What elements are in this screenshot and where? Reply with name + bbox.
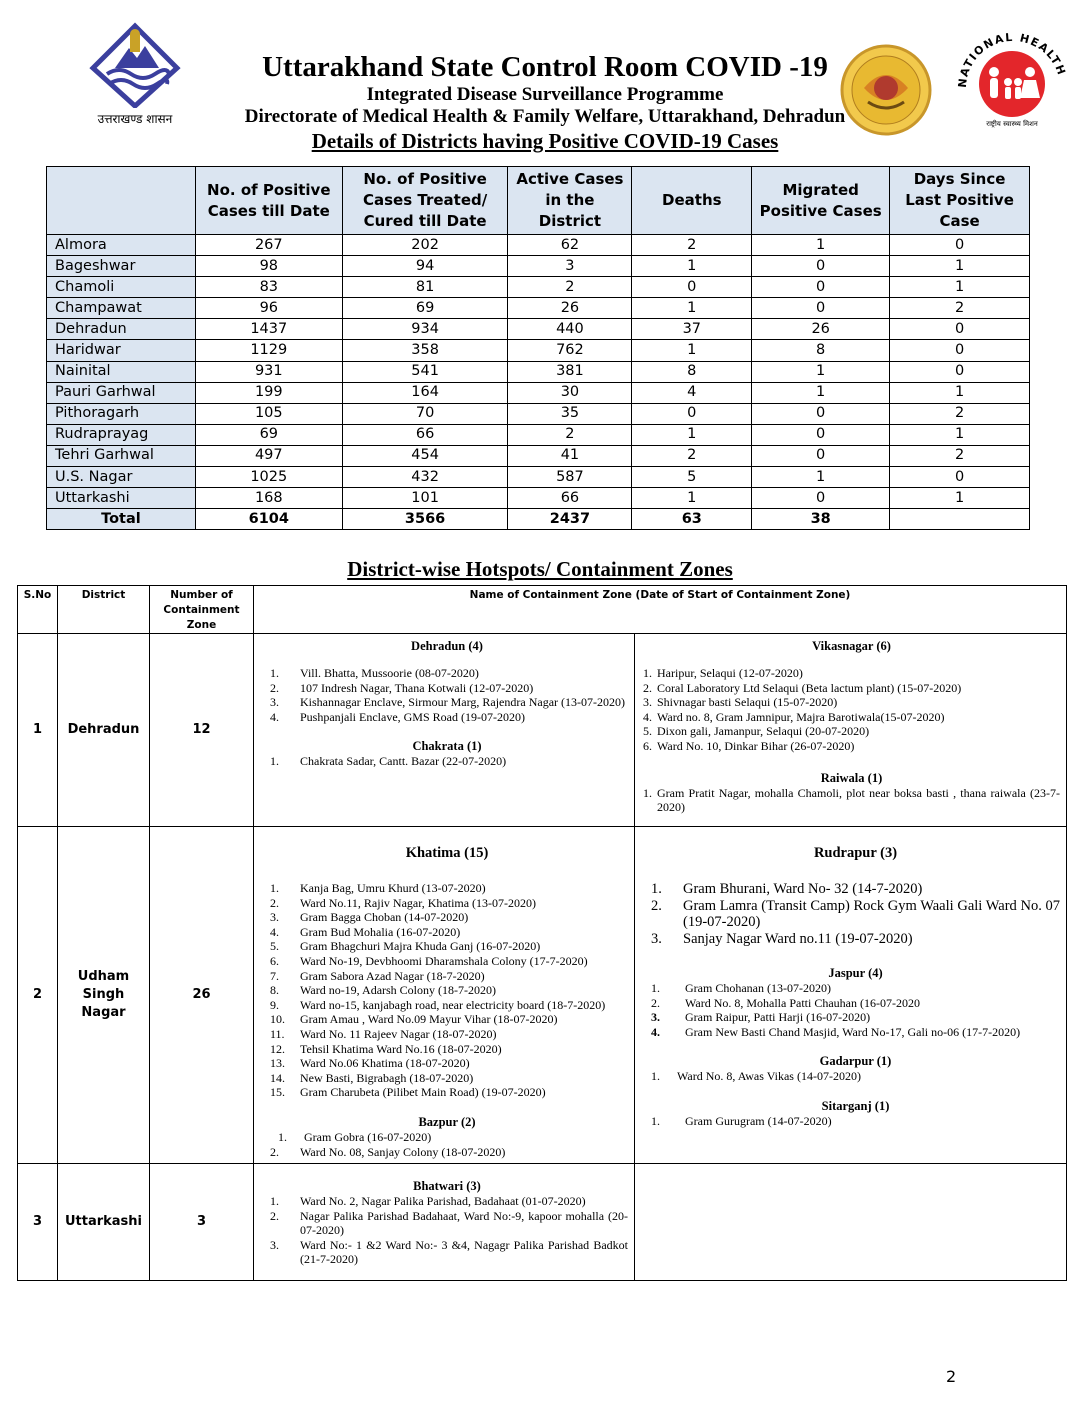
cured-cases-cell: 454	[342, 445, 508, 466]
deaths-cell: 5	[632, 467, 752, 488]
days-since-last-cell: 0	[890, 467, 1030, 488]
district-row	[47, 340, 1030, 361]
days-since-last-cell: 1	[890, 277, 1030, 298]
zone-item: 7. Gram Sabora Azad Nagar (18-7-2020)	[270, 968, 485, 983]
nhm-logo-text: NATIONAL HEALTH	[955, 30, 1069, 89]
zone-item: 1. Vill. Bhatta, Mussoorie (08-07-2020)	[270, 666, 479, 680]
district-row	[47, 361, 1030, 382]
days-since-last-cell: 1	[890, 488, 1030, 509]
zone-item: 1. Ward No. 2, Nagar Palika Parishad, Badahaat (01-07-2020)	[270, 1194, 586, 1209]
migrated-cases-cell: 0	[752, 256, 890, 277]
zone-item: 4. Gram New Basti Chand Masjid, Ward No-17, Gali no-06 (17-7-2020)	[651, 1024, 1021, 1039]
positive-cases-cell: 98	[195, 256, 342, 277]
zone-count: 12	[150, 634, 254, 827]
district-row	[47, 467, 1030, 488]
district-name-cell: U.S. Nagar	[47, 467, 196, 488]
zone-item: 1. Gram Chohanan (13-07-2020)	[651, 981, 831, 995]
zone-group-title: Dehradun (4)	[411, 639, 483, 653]
active-cases-cell: 762	[508, 340, 632, 361]
col-header-zone-district: District	[58, 586, 150, 634]
deaths-cell: 1	[632, 340, 752, 361]
district-cases-table	[46, 166, 1030, 530]
positive-cases-cell: 168	[195, 488, 342, 509]
deaths-cell: 2	[632, 445, 752, 466]
days-since-last-cell: 2	[890, 403, 1030, 424]
migrated-cases-cell: 0	[752, 424, 890, 445]
zone-item: 15. Gram Charubeta (Pilibet Main Road) (19-07-2020)	[270, 1085, 546, 1100]
active-cases-cell: 587	[508, 467, 632, 488]
zone-item: 5. Gram Bhagchuri Majra Khuda Ganj (16-07-2020)	[270, 939, 541, 954]
cured-cases-cell: 164	[342, 382, 508, 403]
total-cured-cases-cell: 3566	[342, 509, 508, 530]
days-since-last-cell: 0	[890, 340, 1030, 361]
zone-district: Dehradun	[58, 634, 150, 827]
days-since-last-cell: 2	[890, 445, 1030, 466]
cured-cases-cell: 202	[342, 235, 508, 256]
deaths-cell: 1	[632, 256, 752, 277]
active-cases-cell: 66	[508, 488, 632, 509]
zone-group-title: Gadarpur (1)	[819, 1054, 892, 1069]
active-cases-cell: 30	[508, 382, 632, 403]
col-header-zone-count: Number of Containment Zone	[150, 586, 254, 634]
active-cases-cell: 3	[508, 256, 632, 277]
zone-group-title: Bazpur (2)	[418, 1114, 476, 1129]
positive-cases-cell: 497	[195, 445, 342, 466]
deaths-cell: 2	[632, 235, 752, 256]
migrated-cases-cell: 0	[752, 445, 890, 466]
cured-cases-cell: 541	[342, 361, 508, 382]
deaths-cell: 4	[632, 382, 752, 403]
district-row	[47, 256, 1030, 277]
total-positive-cases-cell: 6104	[195, 509, 342, 530]
zones-section-title: District-wise Hotspots/ Containment Zones	[347, 557, 733, 581]
zone-item: 1. Kanja Bag, Umru Khurd (13-07-2020)	[270, 881, 486, 895]
total-days-since-last-cell	[890, 509, 1030, 530]
zone-cell-right	[635, 827, 1067, 1164]
district-name-cell: Pithoragarh	[47, 403, 196, 424]
deaths-cell: 8	[632, 361, 752, 382]
deaths-cell: 0	[632, 277, 752, 298]
cured-cases-cell: 81	[342, 277, 508, 298]
zone-item: 2. Ward No. 08, Sanjay Colony (18-07-2020)	[270, 1144, 506, 1159]
col-header-cured: No. of Positive Cases Treated/ Cured till Date	[342, 167, 508, 235]
district-row	[47, 298, 1030, 319]
page-number: 2	[946, 1367, 957, 1386]
zone-district: Uttarkashi	[58, 1164, 150, 1281]
zone-item: 4. Gram Bud Mohalia (16-07-2020)	[270, 924, 461, 939]
zone-sno: 2	[18, 827, 58, 1164]
cured-cases-cell: 934	[342, 319, 508, 340]
zone-item: 5. Dixon gali, Jamanpur, Selaqui (20-07-2020)	[643, 724, 870, 739]
cases-section-title: Details of Districts having Positive COVID-19 Cases	[311, 129, 779, 153]
positive-cases-cell: 199	[195, 382, 342, 403]
zone-item: 3. Sanjay Nagar Ward no.11 (19-07-2020)	[651, 930, 913, 947]
zone-item: 12. Tehsil Khatima Ward No.16 (18-07-2020)	[270, 1041, 502, 1056]
positive-cases-cell: 96	[195, 298, 342, 319]
zone-sno: 3	[18, 1164, 58, 1281]
zone-item: 1. Haripur, Selaqui (12-07-2020)	[643, 666, 803, 680]
zones-table-header	[18, 586, 1067, 634]
zone-count: 26	[150, 827, 254, 1164]
total-migrated-cases-cell: 38	[752, 509, 890, 530]
district-row	[47, 235, 1030, 256]
zone-item: 3. Shivnagar basti Selaqui (15-07-2020)	[643, 695, 838, 710]
zone-item: 1. Ward No. 8, Awas Vikas (14-07-2020)	[651, 1069, 861, 1084]
zone-group-title: Rudrapur (3)	[813, 845, 898, 861]
district-name-cell: Nainital	[47, 361, 196, 382]
zone-sno: 1	[18, 634, 58, 827]
days-since-last-cell: 1	[890, 256, 1030, 277]
district-name-cell: Haridwar	[47, 340, 196, 361]
zone-group-title: Vikasnagar (6)	[812, 639, 891, 653]
zone-row	[18, 634, 1067, 827]
deaths-cell: 1	[632, 298, 752, 319]
zone-cell-right-empty	[635, 1164, 1067, 1281]
district-name-cell: Almora	[47, 235, 196, 256]
positive-cases-cell: 931	[195, 361, 342, 382]
zone-item: 2. Coral Laboratory Ltd Selaqui (Beta lactum plant) (15-07-2020)	[643, 680, 962, 695]
positive-cases-cell: 1437	[195, 319, 342, 340]
zone-item: 2. Ward No. 8, Mohalla Patti Chauhan (16-07-2020	[651, 995, 920, 1010]
zone-group-title: Sitarganj (1)	[821, 1098, 890, 1113]
nhm-emblem-icon	[948, 18, 1073, 128]
positive-cases-cell: 105	[195, 403, 342, 424]
migrated-cases-cell: 8	[752, 340, 890, 361]
migrated-cases-cell: 0	[752, 277, 890, 298]
zone-item: 1. Gram Pratit Nagar, mohalla Chamoli, plot near boksa basti , thana raiwala (23-7-2020)	[643, 785, 1061, 815]
zone-item: 2. Ward No.11, Rajiv Nagar, Khatima (13-07-2020)	[270, 895, 537, 910]
days-since-last-cell: 0	[890, 361, 1030, 382]
total-active-cases-cell: 2437	[508, 509, 632, 530]
active-cases-cell: 2	[508, 277, 632, 298]
zone-item: 11. Ward No. 11 Rajeev Nagar (18-07-2020)	[270, 1026, 497, 1041]
migrated-cases-cell: 1	[752, 382, 890, 403]
deaths-cell: 1	[632, 424, 752, 445]
migrated-cases-cell: 1	[752, 235, 890, 256]
cured-cases-cell: 101	[342, 488, 508, 509]
district-name-cell: Bageshwar	[47, 256, 196, 277]
subtitle-directorate: Directorate of Medical Health & Family Welfare, Uttarakhand, Dehradun	[244, 106, 846, 127]
zone-item: 4. Pushpanjali Enclave, GMS Road (19-07-2020)	[270, 709, 525, 724]
zone-group-title: Khatima (15)	[405, 845, 489, 861]
cases-table-header	[47, 167, 1030, 235]
cured-cases-cell: 70	[342, 403, 508, 424]
district-row	[47, 488, 1030, 509]
zone-cell-left	[254, 1164, 635, 1281]
deaths-cell: 37	[632, 319, 752, 340]
nhm-logo	[948, 18, 1073, 128]
col-header-active: Active Cases in the District	[508, 167, 632, 235]
zone-cell-left	[254, 634, 635, 827]
district-name-cell: Dehradun	[47, 319, 196, 340]
district-row	[47, 403, 1030, 424]
active-cases-cell: 41	[508, 445, 632, 466]
zone-district: Udham Singh Nagar	[58, 827, 150, 1164]
district-name-cell: Chamoli	[47, 277, 196, 298]
migrated-cases-cell: 26	[752, 319, 890, 340]
days-since-last-cell: 1	[890, 424, 1030, 445]
positive-cases-cell: 267	[195, 235, 342, 256]
zone-group-title: Chakrata (1)	[412, 739, 482, 754]
migrated-cases-cell: 1	[752, 467, 890, 488]
district-name-cell: Uttarkashi	[47, 488, 196, 509]
zone-item: 14. New Basti, Bigrabagh (18-07-2020)	[270, 1070, 474, 1085]
zone-item: 6. Ward No-19, Devbhoomi Dharamshala Colony (17-7-2020)	[270, 953, 588, 968]
zone-item: 6. Ward No. 10, Dinkar Bihar (26-07-2020)	[643, 738, 855, 753]
document-header	[205, 50, 885, 154]
zone-item: 10. Gram Amau , Ward No.09 Mayur Vihar (18-07-2020)	[270, 1012, 558, 1027]
zone-item: 1. Gram Gobra (16-07-2020)	[278, 1129, 432, 1144]
positive-cases-cell: 83	[195, 277, 342, 298]
days-since-last-cell: 0	[890, 235, 1030, 256]
migrated-cases-cell: 0	[752, 488, 890, 509]
positive-cases-cell: 1129	[195, 340, 342, 361]
col-header-positive: No. of Positive Cases till Date	[195, 167, 342, 235]
district-row	[47, 277, 1030, 298]
zone-item: 1. Gram Bhurani, Ward No- 32 (14-7-2020)	[651, 881, 923, 897]
containment-zones-table	[17, 585, 1067, 1281]
migrated-cases-cell: 0	[752, 298, 890, 319]
zone-count: 3	[150, 1164, 254, 1281]
left-logo-caption: उत्तराखण्ड शासन	[97, 112, 173, 126]
zone-row	[18, 1164, 1067, 1281]
days-since-last-cell: 0	[890, 319, 1030, 340]
district-name-cell: Champawat	[47, 298, 196, 319]
zone-item: 3. Kishannagar Enclave, Sirmour Marg, Rajendra Nagar (13-07-2020)	[270, 695, 626, 710]
zone-item: 3. Gram Raipur, Patti Harji (16-07-2020)	[651, 1010, 871, 1025]
total-row	[47, 509, 1030, 530]
zone-group-title: Raiwala (1)	[820, 770, 883, 785]
deaths-cell: 1	[632, 488, 752, 509]
col-header-district	[47, 167, 196, 235]
col-header-days-since: Days Since Last Positive Case	[890, 167, 1030, 235]
idsp-emblem-icon	[838, 42, 934, 138]
district-name-cell: Rudraprayag	[47, 424, 196, 445]
district-name-cell: Tehri Garhwal	[47, 445, 196, 466]
cured-cases-cell: 358	[342, 340, 508, 361]
zone-item: 9. Ward no-15, kanjabagh road, near electricity board (18-7-2020)	[270, 997, 606, 1012]
uttarakhand-govt-logo	[80, 22, 190, 134]
page-title: Uttarakhand State Control Room COVID -19	[262, 51, 828, 83]
zone-item: 3. Gram Bagga Choban (14-07-2020)	[270, 910, 469, 925]
district-row	[47, 319, 1030, 340]
zone-cell-right	[635, 634, 1067, 827]
total-deaths-cell: 63	[632, 509, 752, 530]
cured-cases-cell: 69	[342, 298, 508, 319]
active-cases-cell: 62	[508, 235, 632, 256]
zone-cell-left	[254, 827, 635, 1164]
col-header-zone-names: Name of Containment Zone (Date of Start of Containment Zone)	[254, 586, 1067, 634]
district-name-cell: Pauri Garhwal	[47, 382, 196, 403]
col-header-migrated: Migrated Positive Cases	[752, 167, 890, 235]
active-cases-cell: 440	[508, 319, 632, 340]
zone-item: 3. Ward No:- 1 &2 Ward No:- 3 &4, Nagagr Palika Parishad Badkot (21-7-2020)	[270, 1237, 628, 1267]
days-since-last-cell: 2	[890, 298, 1030, 319]
zone-row	[18, 827, 1067, 1164]
migrated-cases-cell: 0	[752, 403, 890, 424]
days-since-last-cell: 1	[890, 382, 1030, 403]
cured-cases-cell: 432	[342, 467, 508, 488]
nhm-logo-subtext: राष्ट्रीय स्वास्थ्य मिशन	[986, 120, 1038, 128]
deaths-cell: 0	[632, 403, 752, 424]
zone-item: 2. Nagar Palika Parishad Badahaat, Ward No:-9, kapoor mohalla (20-07-2020)	[270, 1208, 628, 1238]
zone-group-title: Bhatwari (3)	[413, 1179, 481, 1194]
col-header-sno: S.No	[18, 586, 58, 634]
zone-item: 13. Ward No.06 Khatima (18-07-2020)	[270, 1056, 470, 1071]
active-cases-cell: 381	[508, 361, 632, 382]
positive-cases-cell: 1025	[195, 467, 342, 488]
subtitle-programme: Integrated Disease Surveillance Programme	[366, 84, 724, 105]
zone-item: 1. Gram Gurugram (14-07-2020)	[651, 1113, 832, 1128]
zone-item: 8. Ward no-19, Adarsh Colony (18-7-2020)	[270, 983, 497, 998]
cured-cases-cell: 66	[342, 424, 508, 445]
col-header-deaths: Deaths	[632, 167, 752, 235]
zone-item: 2. 107 Indresh Nagar, Thana Kotwali (12-07-2020)	[270, 680, 534, 695]
district-row	[47, 445, 1030, 466]
district-row	[47, 424, 1030, 445]
district-row	[47, 382, 1030, 403]
cured-cases-cell: 94	[342, 256, 508, 277]
zone-group-title: Jaspur (4)	[828, 966, 883, 980]
zone-item: 1. Chakrata Sadar, Cantt. Bazar (22-07-2020)	[270, 754, 507, 769]
active-cases-cell: 35	[508, 403, 632, 424]
total-district-name-cell: Total	[47, 509, 196, 530]
active-cases-cell: 2	[508, 424, 632, 445]
state-emblem-icon	[85, 22, 185, 108]
idsp-logo	[838, 42, 934, 138]
positive-cases-cell: 69	[195, 424, 342, 445]
active-cases-cell: 26	[508, 298, 632, 319]
zone-item: 4. Ward no. 8, Gram Jamnipur, Majra Barotiwala(15-07-2020)	[643, 709, 945, 724]
zone-item: 2. Gram Lamra (Transit Camp) Rock Gym Waali Gali Ward No. 07 (19-07-2020)	[651, 897, 1061, 930]
migrated-cases-cell: 1	[752, 361, 890, 382]
